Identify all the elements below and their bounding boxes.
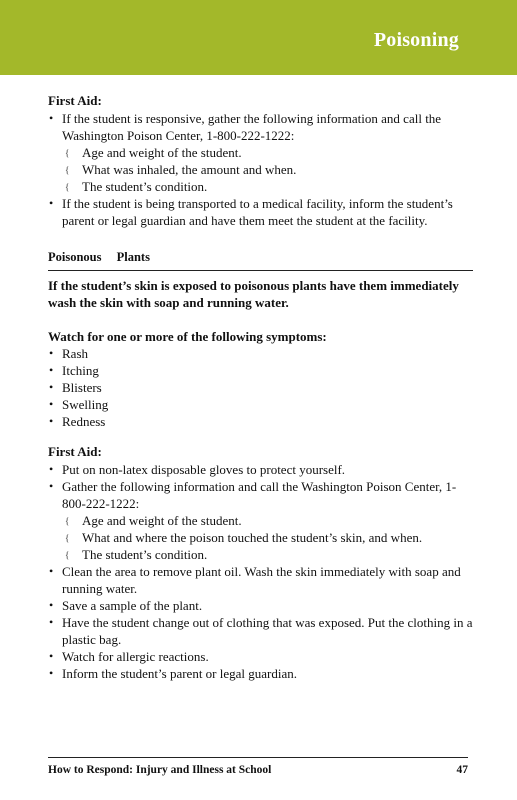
document-body [48,92,473,682]
list-item: • Clean the area to remove plant oil. Wash the skin immediately with soap and running water. [48,563,473,597]
list-item-text: If the student is being transported to a medical facility, inform the student’s parent or legal guardian and have them meet the student at the facility. [62,196,453,228]
footer-title: How to Respond: Injury and Illness at School [48,764,272,776]
sub-list-item: { What was inhaled, the amount and when. [62,161,473,178]
list-item [48,195,473,229]
symptoms-list [48,345,473,430]
section-title-poisonous-plants: Poisonous Plants [48,249,473,271]
list-item: • Put on non-latex disposable gloves to protect yourself. [48,461,473,478]
first-aid-list [48,461,473,682]
list-item: • Blisters [48,379,473,396]
list-item [48,110,473,195]
list-item [48,478,473,563]
sub-list-item: { The student’s condition. [62,178,473,195]
page-number: 47 [456,764,468,776]
list-item-text: Gather the following information and call the Washington Poison Center, 1-800-222-1222: [62,479,457,511]
list-item: • Itching [48,362,473,379]
list-item-text: If the student is responsive, gather the following information and call the Washington Poison Center, 1-800-222-1222: [62,111,442,143]
first-aid-heading: First Aid: [48,93,102,108]
list-item: • Rash [48,345,473,362]
sub-list-item: { Age and weight of the student. [62,512,473,529]
sub-list [62,512,473,563]
list-item: • Inform the student’s parent or legal guardian. [48,665,473,682]
sub-list-item: { Age and weight of the student. [62,144,473,161]
sub-list-item: { What and where the poison touched the student’s skin, and when. [62,529,473,546]
symptoms-heading: Watch for one or more of the following symptoms: [48,329,327,344]
list-item: • Save a sample of the plant. [48,597,473,614]
list-item: • Have the student change out of clothing that was exposed. Put the clothing in a plastic bag. [48,614,473,648]
list-item: • Watch for allergic reactions. [48,648,473,665]
first-aid-list [48,110,473,229]
section-intro: If the student’s skin is exposed to poisonous plants have them immediately wash the skin with soap and running water. [48,278,459,310]
list-item: • Swelling [48,396,473,413]
first-aid-heading: First Aid: [48,444,102,459]
sub-list [62,144,473,195]
page-title: Poisoning [373,29,459,51]
header-banner [0,0,517,75]
list-item: • Redness [48,413,473,430]
sub-list-item: { The student’s condition. [62,546,473,563]
page-footer [48,757,468,776]
